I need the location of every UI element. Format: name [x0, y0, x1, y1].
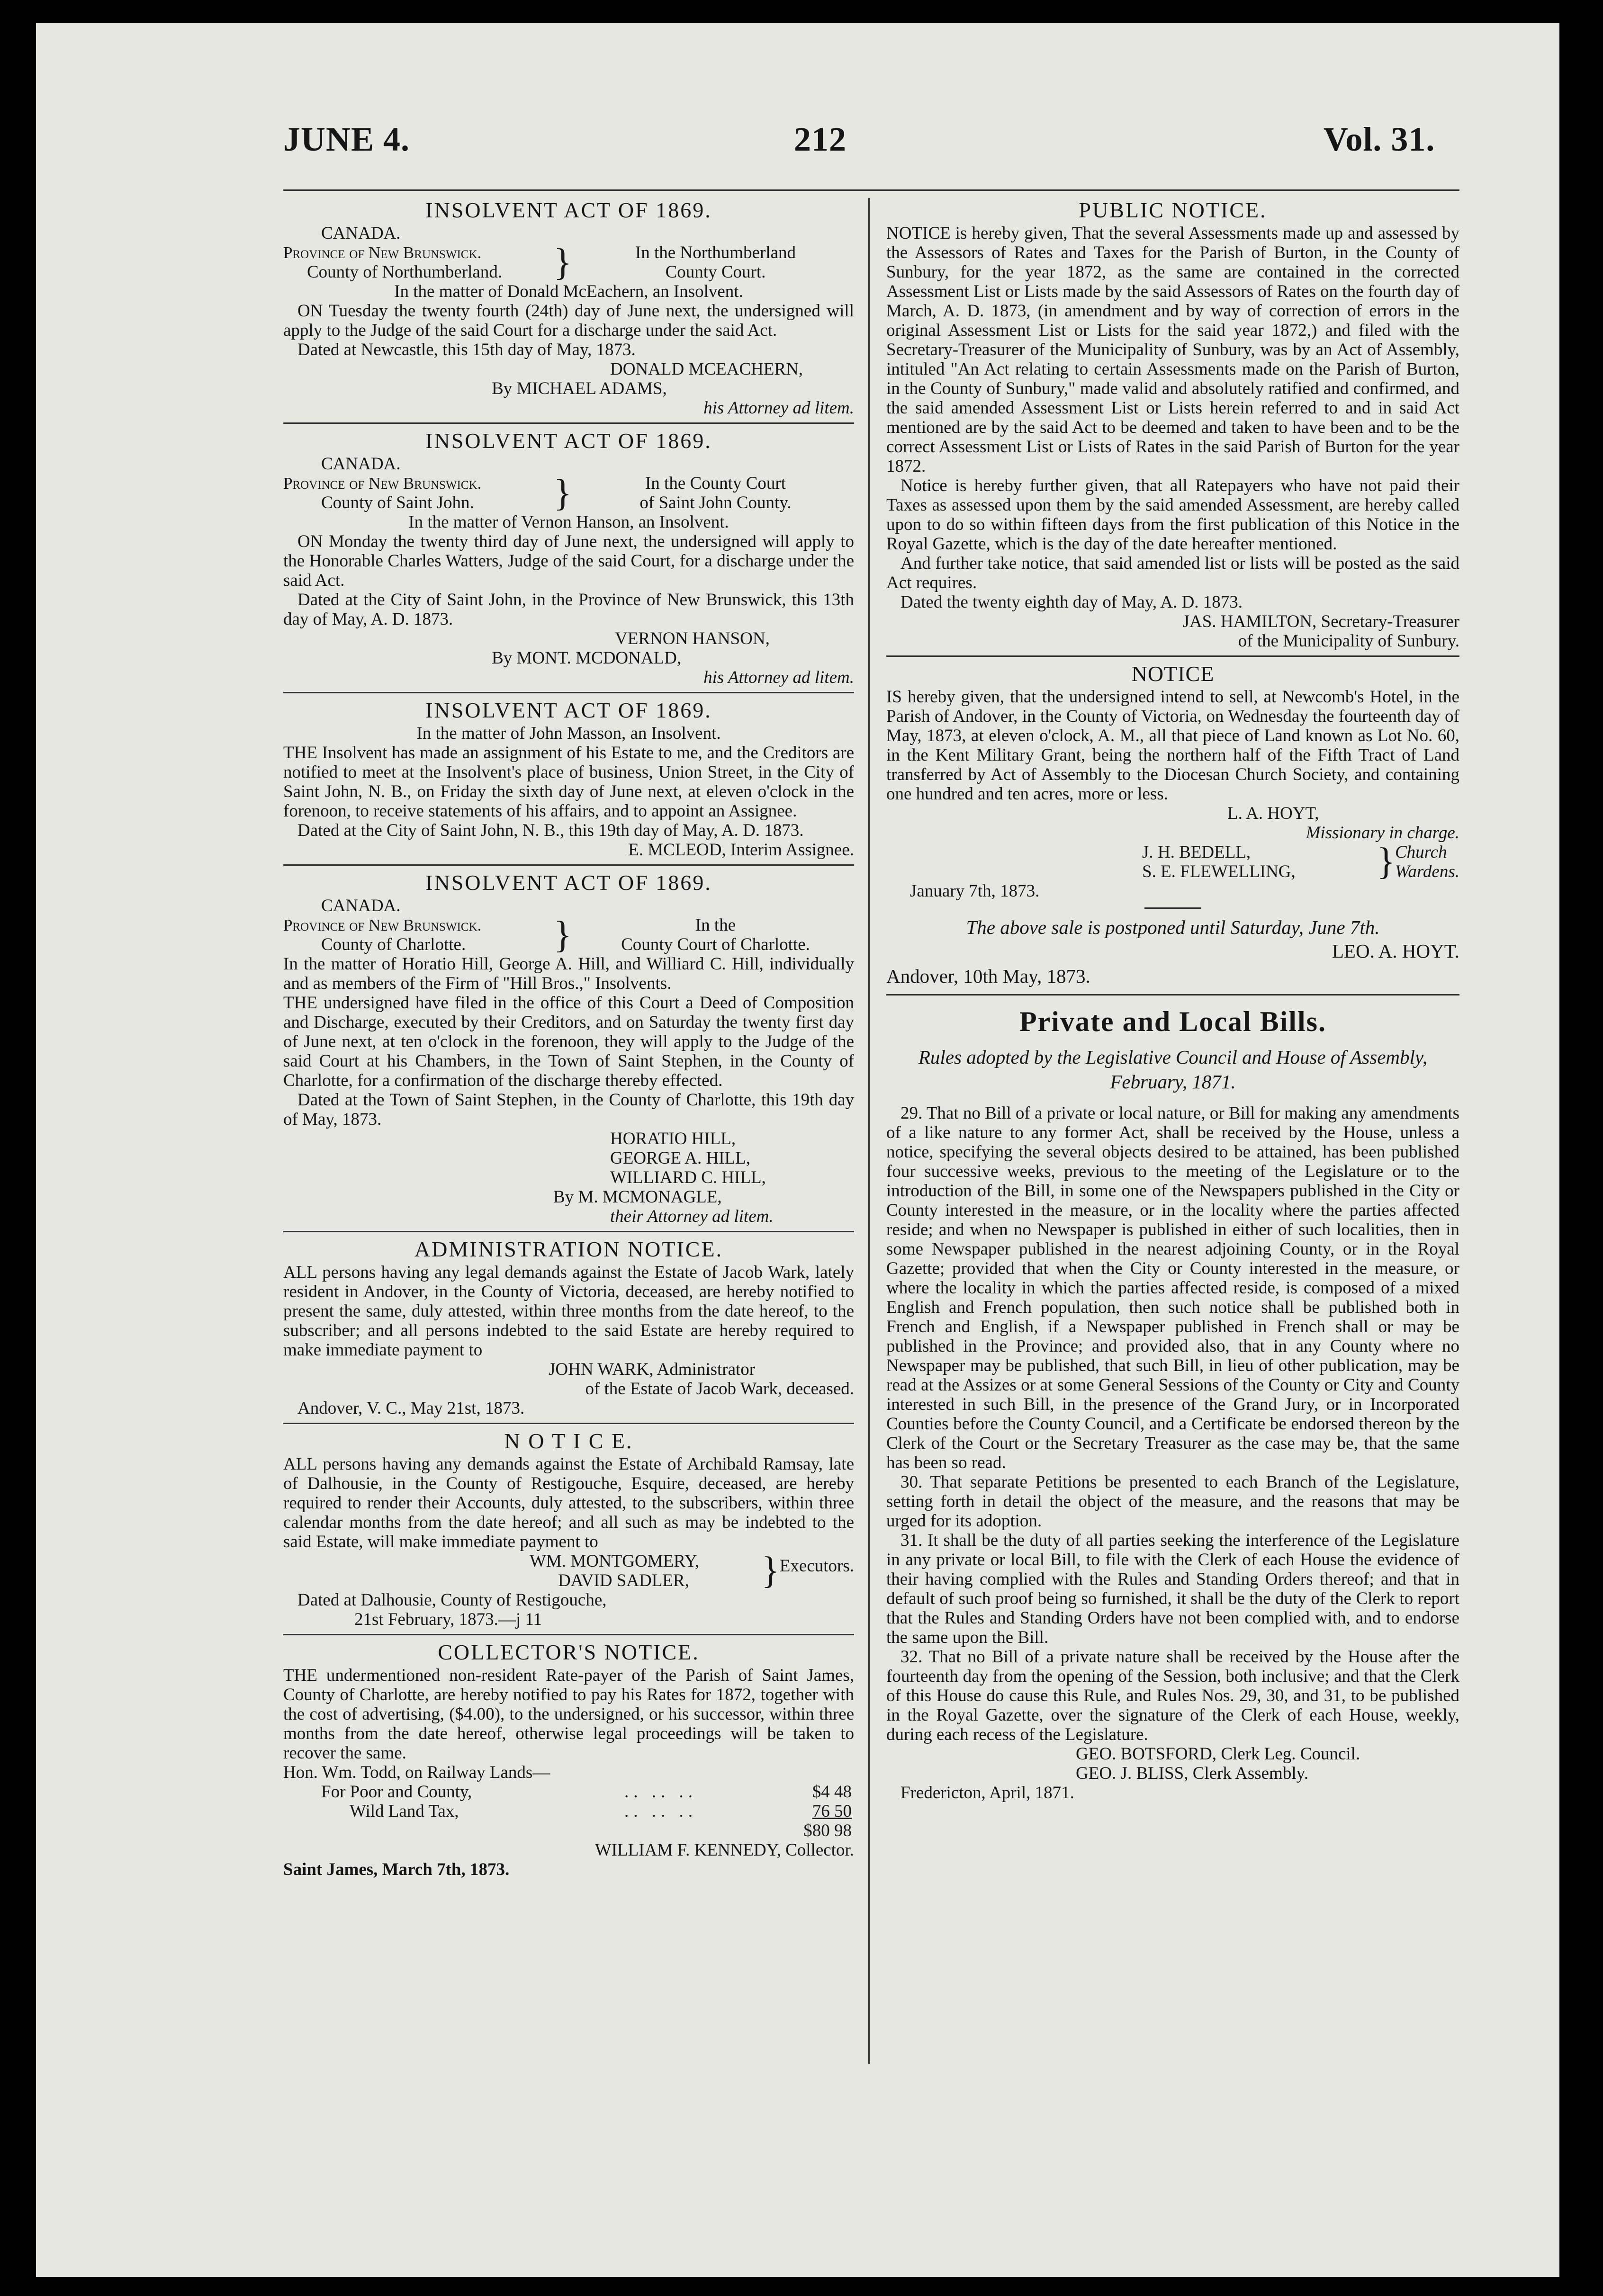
- notice-title: COLLECTOR'S NOTICE.: [438, 1640, 700, 1664]
- rule-31: 31. It shall be the duty of all parties seeking the interference of the Legislature in any private or local Bill, to file with the Clerk of each House the evidence of their having complied with the Rules and Standing Orders thereof; and that in default of such proof being so furnished, it shall be the duty of the Clerk to report that the Rules and Standing Orders have not been complied with, and to endorse the same upon the Bill.: [886, 1531, 1459, 1647]
- signature: GEORGE A. HILL,: [610, 1148, 750, 1168]
- court-block: [283, 474, 854, 512]
- role-line: Church: [1395, 843, 1447, 862]
- public-notice: [886, 198, 1459, 657]
- court-name-2: County Court.: [665, 262, 766, 282]
- rules-subtitle: Rules adopted by the Legislative Council and House of Assembly, February, 1871.: [918, 1046, 1428, 1093]
- notice-title: NOTICE: [1131, 662, 1215, 686]
- place-date: Andover, 10th May, 1873.: [886, 965, 1090, 987]
- signature-role: of the Municipality of Sunbury.: [1238, 631, 1459, 651]
- rate-total: $80 98: [803, 1821, 852, 1840]
- county-label: County of Saint John.: [321, 493, 474, 512]
- notice-body: ALL persons having any demands against the Estate of Archibald Ramsay, late of Dalhousie, in the County of Restigouche, Esquire, deceased, are hereby required to render their Accounts, duly attested, to the subscribers, within three calendar months from the date hereof; and all such as may be indebted to the said Estate, will make immediate payment to: [283, 1454, 854, 1552]
- signature: GEO. J. BLISS, Clerk Assembly.: [1076, 1764, 1308, 1783]
- private-local-bills: [886, 1005, 1459, 1807]
- wardens-role: [1395, 843, 1459, 881]
- court-block: [283, 243, 854, 282]
- column-divider: [868, 198, 870, 2064]
- land-sale-notice: [886, 662, 1459, 996]
- insolvent-notice-hill: [283, 870, 854, 1232]
- signature: WILLIAM F. KENNEDY, Collector.: [594, 1840, 854, 1860]
- notice-body-3: And further take notice, that said amended list or lists will be posted as the said Act requires.: [886, 554, 1459, 592]
- signature: GEO. BOTSFORD, Clerk Leg. Council.: [1076, 1744, 1360, 1764]
- warden-name: S. E. FLEWELLING,: [1142, 862, 1296, 881]
- rule-30: 30. That separate Petitions be presented to each Branch of the Legislature, setting forth in detail the object of the measure, and the reasons that may be urged for its adoption.: [886, 1472, 1459, 1531]
- right-column: [886, 198, 1459, 1812]
- rate-label: For Poor and County,: [321, 1782, 472, 1802]
- executors-signature: [283, 1552, 854, 1590]
- court-name-2: County Court of Charlotte.: [621, 935, 810, 954]
- ramsay-estate-notice: [283, 1429, 854, 1635]
- matter-line: In the matter of John Masson, an Insolvent.: [416, 724, 721, 743]
- dated-line: January 7th, 1873.: [910, 881, 1040, 901]
- notice-body: ALL persons having any legal demands against the Estate of Jacob Wark, lately resident in Andover, in the County of Victoria, deceased, are hereby notified to present the same, duly attested, within three months from the date hereof, to the subscriber; and all persons indebted to the said Estate are hereby required to make immediate payment to: [283, 1263, 854, 1360]
- notice-body: ON Monday the twenty third day of June next, the undersigned will apply to the Honorable Charles Watters, Judge of the said Court, for a discharge under the said Act.: [283, 532, 854, 590]
- signature-role: of the Estate of Jacob Wark, deceased.: [585, 1379, 854, 1399]
- brace-icon: }: [553, 472, 572, 514]
- notice-body-2: Notice is hereby further given, that all Ratepayers who have not paid their Taxes as assessed upon them by the said amended Assessment, are hereby called upon to do so within fifteen days from the first publication of this Notice in the Royal Gazette, which is the day of the date hereafter mentioned.: [886, 476, 1459, 554]
- rate-amount: $4 48: [812, 1782, 852, 1802]
- signature: VERNON HANSON,: [615, 629, 770, 648]
- section-title: Private and Local Bills.: [1019, 1006, 1326, 1037]
- signature: WILLIARD C. HILL,: [610, 1168, 766, 1187]
- signature: HORATIO HILL,: [610, 1129, 736, 1148]
- dated-line: Dated at Newcastle, this 15th day of May, 1873.: [297, 340, 636, 359]
- notice-body: NOTICE is hereby given, That the several Assessments made up and assessed by the Assessors of Rates and Taxes for the Parish of Burton, in the County of Sunbury, for the year 1872, as the same are contained in the corrected Assessment List or Lists made by the said Assessors of Rates on the fourth day of March, A. D. 1873, (in amendment and by way of correction of errors in the original Assessment List or Lists for the said year 1872,) and filed with the Secretary-Treasurer of the Municipality of Sunbury, was by an Act of Assembly, intituled "An Act relating to certain Assessments made on the Parish of Burton, in the County of Sunbury," made valid and absolutely ratified and confirmed, and the said amended Assessment List or Lists herein referred to and in said Act mentioned are by the said Act to be deemed and taken to have been and to be the correct Assessment List or Lists of Rates in the said Parish of Burton for the year 1872.: [886, 224, 1459, 476]
- notice-body: THE undermentioned non-resident Rate-payer of the Parish of Saint James, County of Charlotte, are hereby notified to pay his Rates for 1872, together with the cost of advertising, ($4.00), to the undersigned, or his successor, within three months from the date hereof, otherwise legal proceedings will be taken to recover the same.: [283, 1666, 854, 1763]
- court-block: [283, 915, 854, 954]
- signature-role: his Attorney ad litem.: [703, 398, 854, 418]
- dated-line-2: 21st February, 1873.—j 11: [354, 1610, 542, 1629]
- signature-by: By MONT. MCDONALD,: [492, 648, 682, 668]
- county-label: County of Northumberland.: [307, 262, 503, 282]
- dated-line: Dated the twenty eighth day of May, A. D. 1873.: [901, 592, 1243, 612]
- notice-title: N O T I C E.: [504, 1429, 633, 1453]
- dated-line: Andover, V. C., May 21st, 1873.: [297, 1399, 525, 1418]
- notice-body: THE Insolvent has made an assignment of his Estate to me, and the Creditors are notified to meet at the Insolvent's place of business, Union Street, in the City of Saint John, N. B., on Friday the sixth day of June next, at eleven o'clock in the forenoon, to receive statements of his affairs, and to appoint an Assignee.: [283, 743, 854, 821]
- rule-32: 32. That no Bill of a private nature shall be received by the House after the fourteenth day from the opening of the Session, both inclusive; and that the Clerk of this House do cause this Rule, and Rules Nos. 29, 30, and 31, to be published in the Royal Gazette, over the signature of the Clerk of each House, weekly, during each recess of the Legislature.: [886, 1647, 1459, 1744]
- rates-table: [283, 1763, 854, 1840]
- court-name-2: of Saint John County.: [639, 493, 792, 512]
- short-rule: [1144, 907, 1201, 909]
- executor-name: WM. MONTGOMERY,: [530, 1552, 700, 1571]
- court-name: In the Northumberland: [635, 243, 796, 262]
- signature-by: By MICHAEL ADAMS,: [492, 379, 667, 398]
- rule-29: 29. That no Bill of a private or local nature, or Bill for making any amendments of a like nature to any former Act, shall be received by the House, unless a notice, specifying the several objects desired to be attained, has been published four successive weeks, previous to the meeting of the Legislature or to the introduction of the Bill, in some one of the Newspapers published in the City or County interested in the measure, or in the locality where the parties affected reside; and when no Newspaper is published in either of such localities, then in some Newspaper published in the nearest adjoining County, or in the Royal Gazette; provided that when the City or County interested in the measure, or where the locality in which the parties affected reside, is composed of a mixed English and French population, then such notice shall be published both in French and English, if a Newspaper published in French shall or may be published in the Province; and provided also, that in any County where no Newspaper may be published, that such Bill, in lieu of other publication, may be read at the Assizes or at some General Sessions of the County or City and County interested in such Bill, in the presence of the Grand Jury, or in Incorporated Counties before the County Council, and a Certificate be endorsed thereon by the Clerk of the Court or the Secretary Treasurer as the case may be, that the same has been so read.: [886, 1103, 1459, 1472]
- province-label: Province of New Brunswick.: [283, 474, 482, 493]
- canada-label: CANADA.: [321, 224, 401, 243]
- dated-line: Fredericton, April, 1871.: [901, 1783, 1074, 1803]
- insolvent-notice-hanson: [283, 429, 854, 693]
- signature: LEO. A. HOYT.: [1332, 940, 1459, 962]
- table-row: [283, 1821, 854, 1840]
- role-line: Wardens.: [1395, 862, 1459, 881]
- notice-title: INSOLVENT ACT OF 1869.: [425, 198, 712, 222]
- notice-body: THE undersigned have filed in the office of this Court a Deed of Composition and Discharge, executed by their Creditors, and on Saturday the twenty first day of June next, at ten o'clock in the forenoon, they will apply to the Judge of the said Court at his Chambers, in the Town of Saint Stephen, in the County of Charlotte, for a confirmation of the discharge thereby effected.: [283, 993, 854, 1090]
- court-name: In the County Court: [645, 474, 786, 493]
- court-name: In the: [695, 915, 736, 935]
- province-label: Province of New Brunswick.: [283, 916, 482, 934]
- volume-number: Vol. 31.: [1324, 120, 1435, 158]
- masthead: [36, 120, 1559, 177]
- signature-by: By M. MCMONAGLE,: [553, 1187, 722, 1207]
- dated-line: Dated at the Town of Saint Stephen, in the County of Charlotte, this 19th day of May, 1873.: [283, 1090, 854, 1129]
- administration-notice: [283, 1237, 854, 1424]
- table-row: [283, 1802, 854, 1821]
- notice-title: INSOLVENT ACT OF 1869.: [425, 429, 712, 453]
- dated-line: Dated at Dalhousie, County of Restigouche,: [297, 1590, 607, 1610]
- signature: E. MCLEOD, Interim Assignee.: [628, 840, 854, 860]
- notice-title: ADMINISTRATION NOTICE.: [414, 1237, 723, 1261]
- table-row: [283, 1782, 854, 1802]
- rate-label: Wild Land Tax,: [350, 1802, 459, 1821]
- wardens-signature: [886, 843, 1459, 881]
- signature: DONALD MCEACHERN,: [610, 359, 803, 379]
- county-label: County of Charlotte.: [321, 935, 466, 954]
- brace-icon: }: [553, 914, 572, 956]
- ratepayer-name: Hon. Wm. Todd, on Railway Lands—: [283, 1763, 550, 1782]
- matter-line: In the matter of Horatio Hill, George A. Hill, and Williard C. Hill, individually and as members of the Firm of "Hill Bros.," Insolvents.: [283, 954, 854, 993]
- header-rule: [283, 189, 1459, 191]
- leader-dots: .. .. ..: [624, 1802, 697, 1821]
- notice-body: IS hereby given, that the undersigned intend to sell, at Newcomb's Hotel, in the Parish of Andover, in the County of Victoria, on Wednesday the fourteenth day of May, 1873, at eleven o'clock, A. M., all that piece of Land known as Lot No. 60, in the Kent Military Grant, being the northern half of the Fifth Tract of Land transferred by Act of Assembly to the Diocesan Church Society, and containing one hundred and ten acres, more or less.: [886, 687, 1459, 804]
- page-number: 212: [794, 120, 847, 158]
- brace-icon: }: [1377, 841, 1395, 882]
- executors-role: Executors.: [779, 1556, 854, 1576]
- issue-date: JUNE 4.: [283, 120, 410, 158]
- notice-title: INSOLVENT ACT OF 1869.: [425, 698, 712, 722]
- signature: JOHN WARK, Administrator: [549, 1360, 756, 1379]
- signature: JAS. HAMILTON, Secretary-Treasurer: [1182, 612, 1459, 631]
- canada-label: CANADA.: [321, 896, 401, 915]
- dated-line: Dated at the City of Saint John, N. B., this 19th day of May, A. D. 1873.: [297, 821, 804, 840]
- notice-title: INSOLVENT ACT OF 1869.: [425, 870, 712, 895]
- matter-line: In the matter of Donald McEachern, an Insolvent.: [394, 282, 743, 301]
- notice-title: PUBLIC NOTICE.: [1079, 198, 1267, 222]
- left-column: [283, 198, 854, 1889]
- signature-role: their Attorney ad litem.: [610, 1207, 774, 1226]
- insolvent-notice-mceachern: [283, 198, 854, 424]
- leader-dots: .. .. ..: [624, 1782, 697, 1802]
- canada-label: CANADA.: [321, 454, 401, 474]
- signature-role: his Attorney ad litem.: [703, 668, 854, 687]
- executor-name: DAVID SADLER,: [558, 1571, 689, 1590]
- brace-icon: }: [761, 1550, 780, 1591]
- matter-line: In the matter of Vernon Hanson, an Insolvent.: [408, 512, 729, 532]
- signature-role: Missionary in charge.: [1306, 823, 1459, 843]
- brace-icon: }: [553, 242, 572, 283]
- signature: L. A. HOYT,: [1227, 804, 1319, 823]
- warden-name: J. H. BEDELL,: [1142, 843, 1251, 862]
- newspaper-page: [36, 23, 1559, 2277]
- province-label: Province of New Brunswick.: [283, 243, 482, 262]
- insolvent-notice-masson: [283, 698, 854, 866]
- collectors-notice: [283, 1640, 854, 1884]
- notice-body: ON Tuesday the twenty fourth (24th) day of June next, the undersigned will apply to the Judge of the said Court for a discharge under the said Act.: [283, 301, 854, 340]
- dated-line: Dated at the City of Saint John, in the Province of New Brunswick, this 13th day of May, A. D. 1873.: [283, 590, 854, 629]
- dated-line: Saint James, March 7th, 1873.: [283, 1860, 510, 1879]
- postponement-note: The above sale is postponed until Saturday, June 7th.: [966, 916, 1380, 938]
- rate-amount: 76 50: [812, 1802, 852, 1821]
